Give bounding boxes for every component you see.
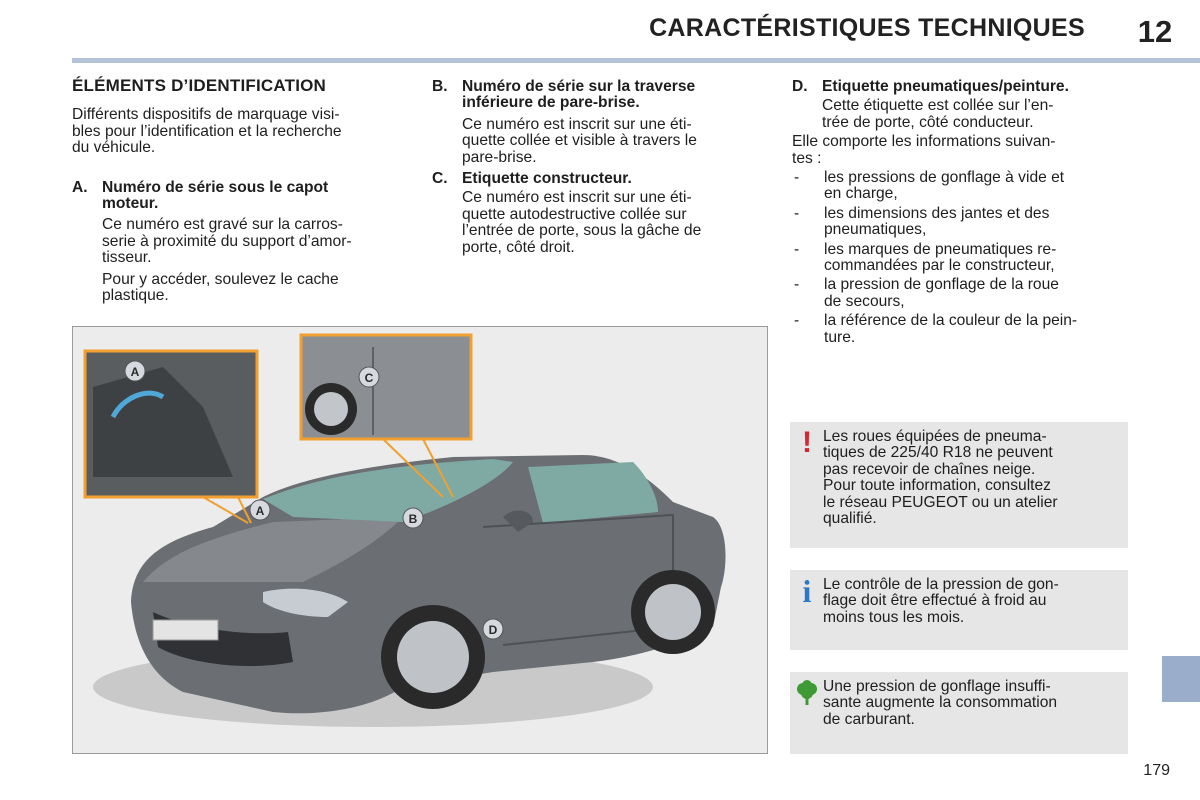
chapter-number: 12 [1137,14,1173,49]
list-item [792,313,1128,346]
bullet-dash: - [794,169,800,187]
item-title [462,79,768,112]
para-line: serie à proximité du support d’amor- [102,232,352,250]
callout-b [403,508,423,528]
tree-icon [796,680,818,710]
title-line: inférieure de pare-brise. [462,94,640,112]
callout-c [359,367,379,387]
car-illustration [72,326,768,754]
item-b [432,79,768,112]
item-title: Etiquette pneumatiques/peinture. [822,78,1069,95]
para-line: Ce numéro est inscrit sur une éti- [462,115,692,133]
list-item-text: les dimensions des jantes et des pneumatiques, [824,204,1050,239]
item-letter: B. [432,78,448,95]
item-letter: C. [432,170,448,188]
para-line: porte, côté droit. [462,238,575,256]
list-item [792,242,1128,275]
para-line: trée de porte, côté conducteur. [822,113,1034,131]
list-item-text: la référence de la couleur de la pein- ture. [824,312,1078,346]
svg-text:B: B [408,512,418,526]
eco-note [790,672,1128,754]
bullet-dash: - [794,276,800,294]
eco-text: Une pression de gonflage insuffi- sante augmente la consommation de carburant. [823,678,1058,728]
title-line: Numéro de série sur la traverse [462,78,696,95]
list-item-text: les marques de pneumatiques re- commandées par le constructeur, [824,240,1057,275]
item-a [72,180,408,213]
column-middle [432,79,768,256]
list-item [792,206,1128,239]
item-a-para [72,217,408,266]
chapter-tab [1162,656,1200,702]
info-note [790,570,1128,650]
callout-d [483,619,503,639]
item-d [792,79,1128,95]
item-b-para [432,117,768,166]
info-text: Le contrôle de la pression de gon- flage doit être effectué à froid au moins tous les mois. [823,576,1059,626]
bullet-dash: - [794,312,800,330]
callout-a [250,500,270,520]
info-icon: i [802,573,812,609]
para-line: quette collée et visible à travers le [462,132,697,150]
warning-text: Les roues équipées de pneuma- tiques de 225/40 R18 ne peuvent pas recevoir de chaînes neige. Pour toute information, consultez le réseau PEUGEOT ou un atelier qualifié. [823,428,1058,528]
para-line: Elle comporte les informations suivan- [792,133,1056,151]
page-title: CARACTÉRISTIQUES TECHNIQUES [649,14,1085,42]
callout-a-inset [125,361,145,381]
para-line: plastique. [102,287,169,305]
bullet-dash: - [794,240,800,258]
para-line: Ce numéro est gravé sur la carros- [102,216,343,234]
item-title: Etiquette constructeur. [462,170,632,188]
svg-text:D: D [488,623,498,637]
warning-note [790,422,1128,548]
exclamation-icon: ! [802,426,812,459]
item-d-para [792,98,1128,131]
para-line: tes : [792,149,822,167]
intro-line: du véhicule. [72,139,156,157]
para-line: Cette étiquette est collée sur l’en- [822,97,1054,115]
intro-line: bles pour l’identification et la recherche [72,122,342,140]
intro-line: Différents dispositifs de marquage visi- [72,106,340,124]
title-line: Numéro de série sous le capot [102,178,329,196]
list-item [792,277,1128,310]
para-line: pare-brise. [462,148,537,166]
list-item [792,170,1128,203]
item-letter: D. [792,78,808,95]
title-line: moteur. [102,195,159,213]
para-line: quette autodestructive collée sur [462,205,687,223]
bullet-dash: - [794,204,800,222]
column-left [72,78,408,304]
para-line: tisseur. [102,249,152,267]
svg-text:A: A [130,365,140,379]
item-c [432,171,768,187]
para-line: Pour y accéder, soulevez le cache [102,270,339,288]
item-a-para [72,272,408,305]
item-c-para [432,190,768,256]
svg-text:A: A [255,504,265,518]
item-letter: A. [72,178,88,196]
para-line: Ce numéro est inscrit sur une éti- [462,189,692,207]
page-number: 179 [1143,762,1170,779]
item-d-lead [792,134,1128,167]
item-title [102,180,408,213]
svg-text:C: C [364,371,374,385]
intro-text [72,107,408,156]
list-item-text: les pressions de gonflage à vide et en charge, [824,169,1065,203]
section-title: ÉLÉMENTS D’IDENTIFICATION [72,76,327,95]
para-line: l’entrée de porte, sous la gâche de [462,222,702,240]
info-list [792,170,1128,346]
list-item-text: la pression de gonflage de la roue de secours, [824,276,1059,310]
header-rule [72,58,1200,63]
column-right [792,79,1128,346]
